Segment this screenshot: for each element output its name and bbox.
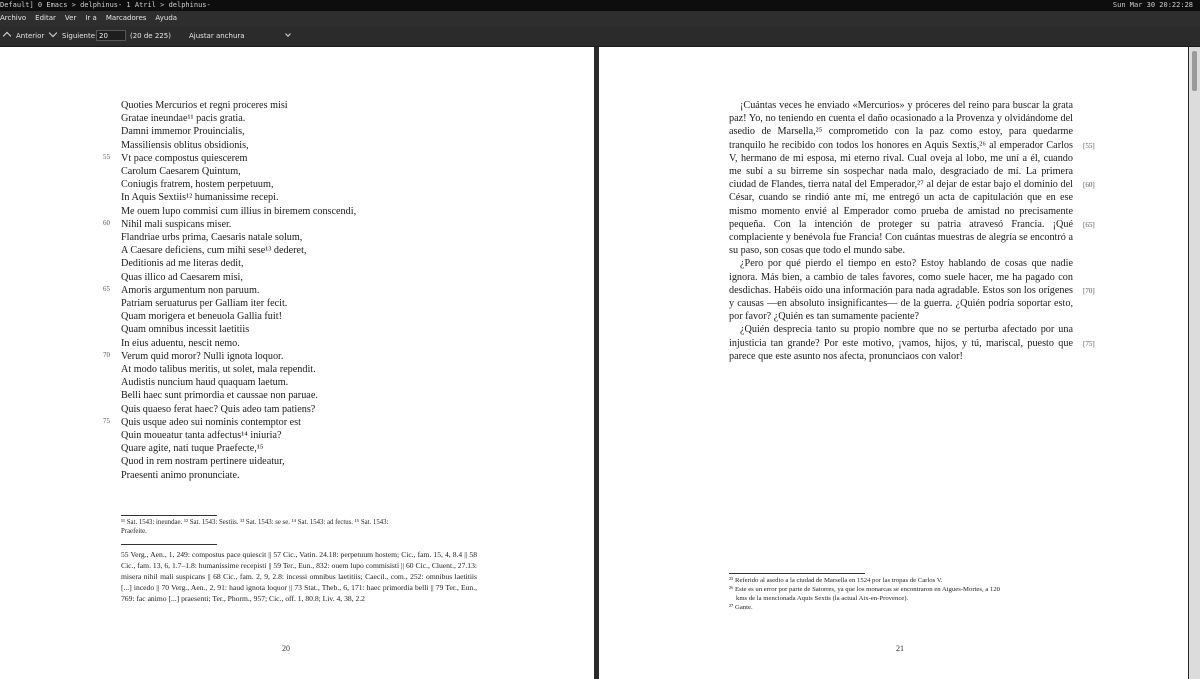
verse-line: Quoties Mercurios et regni proceres misi	[121, 100, 288, 111]
sources-rule	[121, 544, 217, 545]
verse-line: Quod in rem nostram pertinere uideatur,	[121, 456, 285, 468]
verse-line: Flandriae urbs prima, Caesaris natale solum,	[121, 232, 303, 244]
verse-line: A Caesare deficiens, cum mihi sese¹³ dederet,	[121, 245, 307, 257]
verse-line: Quin moueatur tanta adfectus¹⁴ iniuria?	[121, 430, 282, 442]
toolbar	[0, 26, 1200, 47]
chevron-down-icon	[285, 31, 291, 37]
verse-line: Quas illico ad Caesarem misi,	[121, 271, 243, 283]
verse-line: Verum quid moror? Nulli ignota loquor.	[121, 350, 284, 362]
chevron-down-icon	[49, 29, 57, 37]
page-number-input[interactable]: 20	[96, 30, 126, 41]
page-right	[599, 47, 1188, 679]
verse-line: Massiliensis oblitus obsidionis,	[121, 139, 249, 151]
verse-line: Quare agite, nati tuque Praefecte,¹⁵	[121, 443, 264, 455]
menu-ayuda[interactable]: Ayuda	[155, 14, 178, 22]
verse-line: Belli haec sunt primordia et caussae non paruae.	[121, 390, 318, 402]
verse-line: Nihil mali suspicans miser.	[121, 218, 232, 230]
verse-line: In eius aduentu, nescit nemo.	[121, 337, 240, 349]
verse-line: Amoris argumentum non paruum.	[121, 284, 260, 296]
paragraph: ¿Pero por qué pierdo el tiempo en esto? Estoy hablando de cosas que nadie ignora. Más bien, a cambio de tales favores, como suele hacer, me ha pagado con desdichas. Habéis oído una información para nada agradable. Estos son los orígenes y causas —en absoluto insignificantes— de la guerra. ¿Quién podría soportar esto, por favor? ¿Quién es tan sumamente paciente?	[729, 258, 1073, 323]
verse-line: Audistis nuncium haud quaquam laetum.	[121, 377, 289, 389]
footnote-line: Praefeite.	[121, 528, 147, 535]
verse-line: Coniugis fratrem, hostem perpetuum,	[121, 179, 274, 191]
verse-line: Quis usque adeo sui nominis contemptor est	[121, 416, 301, 428]
menu-bar	[0, 11, 1200, 26]
menu-ir-a[interactable]: Ir a	[85, 14, 97, 22]
page-number: 20	[282, 644, 290, 653]
clock: Sun Mar 30 20:22:28	[1112, 1, 1193, 9]
line-number: [55]	[1083, 142, 1095, 150]
footnote-rule	[729, 573, 865, 574]
previous-label: Anterior	[16, 32, 45, 40]
line-number: 65	[103, 285, 110, 293]
previous-button[interactable]	[4, 26, 44, 46]
line-number: [70]	[1083, 287, 1095, 295]
footnote: ²⁵ Referido al asedio a la ciudad de Marsella en 1524 por las tropas de Carlos V.	[729, 577, 943, 584]
verse-line: Quam omnibus incessit laetitiis	[121, 324, 250, 336]
line-number: 55	[103, 153, 110, 161]
footnote: ²⁶ Este es un error por parte de Satorres, ya que los monarcas se encontraron en Aigues-Mortes, a 120	[729, 586, 1001, 593]
zoom-label: Ajustar anchura	[189, 32, 245, 40]
verse-line: At modo talibus meritis, ut solet, mala rependit.	[121, 364, 316, 376]
line-number: [65]	[1083, 221, 1095, 229]
line-number: 60	[103, 219, 110, 227]
zoom-select[interactable]	[189, 26, 295, 46]
footnote-rule	[121, 515, 217, 516]
footnote-line: ¹¹ Sat. 1543: ineundae. ¹² Sat. 1543: Sestiis. ¹³ Sat. 1543: se se. ¹⁴ Sat. 1543: ad fectus. ¹⁵ Sat. 1543:	[121, 519, 389, 526]
footnote: ²⁷ Gante.	[729, 604, 753, 611]
workspace-tabs[interactable]: Default] 0 Emacs > delphinus- 1 Atril > delphinus-	[0, 1, 211, 9]
verse-line: Praesenti animo pronunciate.	[121, 469, 240, 481]
paragraph: ¡Cuántas veces he enviado «Mercurios» y próceres del reino para buscar la grata paz! Yo, no teniendo en cuenta el daño ocasionado a la Provenza y olvidándome del asedio de Marsella,²⁵ comprometido con la paz como estoy, para quedarme tranquilo he recibido con todos los honores en Aquis Sextis,²⁶ al emperador Carlos V, hermano de mi esposa, mi eterno rival. Cual oveja al lobo, me uní a él, cuando me subí a su birreme sin sospechar nada malo, desgraciado de mí. La primera ciudad de Flandes, tierra natal del Emperador,²⁷ al dejar de estar bajo el dominio del César, cuando se rindió ante mí, me entregó un acta de capitulación que en ese mismo momento envié al Emperador como prueba de amistad no precisamente pequeña. Con la intención de proteger su patria atravesó Francia. ¡Qué complaciente y benévola fue Francia! Con cuántas muestras de alegría se encontró a su paso, son cosas que todo el mundo sabe.	[729, 100, 1073, 257]
verse-line: Gratae ineundae¹¹ pacis gratia.	[121, 113, 246, 125]
menu-archivo[interactable]: Archivo	[0, 14, 27, 22]
verse-line: Quis quaeso ferat haec? Quis adeo tam patiens?	[121, 403, 316, 415]
line-number: [75]	[1083, 340, 1095, 348]
page-left	[0, 47, 594, 679]
system-top-bar	[0, 0, 1200, 11]
sources-apparatus: 55 Verg., Aen., 1, 249: compostus pace quiescit || 57 Cic., Vatin. 24.18: perpetuum hostem; Cic., fam. 15, 4, 8.4 || 58 Cic., fam. 13, 6, 1.7–1.8: humanissime recepisti || 59 Ter., Eun., 832: ouem lupo commisisti || 60 Cic., Cluent., 27.13: misera nihil mali suspicans || 68 Cic., fam. 2, 9, 2.8: incessi omnibus laetitiis; Caecil., com., 252: omnibus laetitiis [...] incedo || 70 Verg., Aen., 2, 91: haud ignota loquor || 73 Stat., Theb., 6, 171: haec primordia belli || 79 Ter., Eun., 769: fac animo [...] praesenti; Ter., Phorm., 957; Cic., off. 1, 80.8; Liv. 4, 38, 2.2	[121, 550, 477, 604]
paragraph: ¿Quién desprecia tanto su propio nombre que no se perturba afectado por una injusticia tan grande? Por este motivo, ¡vamos, hijos, y tú, mariscal, puesto que parece que este asunto nos afecta, pronunciaos con valor!	[729, 324, 1073, 362]
line-number: 75	[103, 417, 110, 425]
footnote: kms de la mencionada Aquis Sextis (la actual Aix-en-Provence).	[736, 595, 909, 602]
next-button[interactable]	[50, 26, 95, 46]
menu-ver[interactable]: Ver	[64, 14, 77, 22]
menu-editar[interactable]: Editar	[35, 14, 56, 22]
menu-marcadores[interactable]: Marcadores	[105, 14, 147, 22]
verse-line: Patriam seruaturus per Galliam iter fecit.	[121, 298, 288, 310]
next-label: Siguiente	[62, 32, 96, 40]
verse-line: Carolum Caesarem Quintum,	[121, 166, 241, 178]
page-count: (20 de 225)	[130, 32, 171, 40]
verse-line: Me ouem lupo commisi cum illius in biremem conscendi,	[121, 205, 357, 217]
spanish-translation	[729, 99, 1073, 363]
verse-line: In Aquis Sextiis¹² humanissime recepi.	[121, 192, 279, 204]
chevron-up-icon	[3, 32, 11, 40]
page-number: 21	[896, 644, 904, 653]
vertical-scrollbar[interactable]	[1189, 47, 1200, 679]
verse-line: Quam morigera et beneuola Gallia fuit!	[121, 311, 282, 323]
verse-line: Damni immemor Prouincialis,	[121, 126, 245, 138]
line-number: [60]	[1083, 181, 1095, 189]
latin-verse	[121, 99, 356, 482]
verse-line: Vt pace compostus quiescerem	[121, 152, 248, 164]
verse-line: Deditionis ad me literas dedit,	[121, 258, 244, 270]
line-number: 70	[103, 351, 110, 359]
scrollbar-thumb[interactable]	[1192, 51, 1197, 91]
document-viewport[interactable]	[0, 47, 1200, 679]
